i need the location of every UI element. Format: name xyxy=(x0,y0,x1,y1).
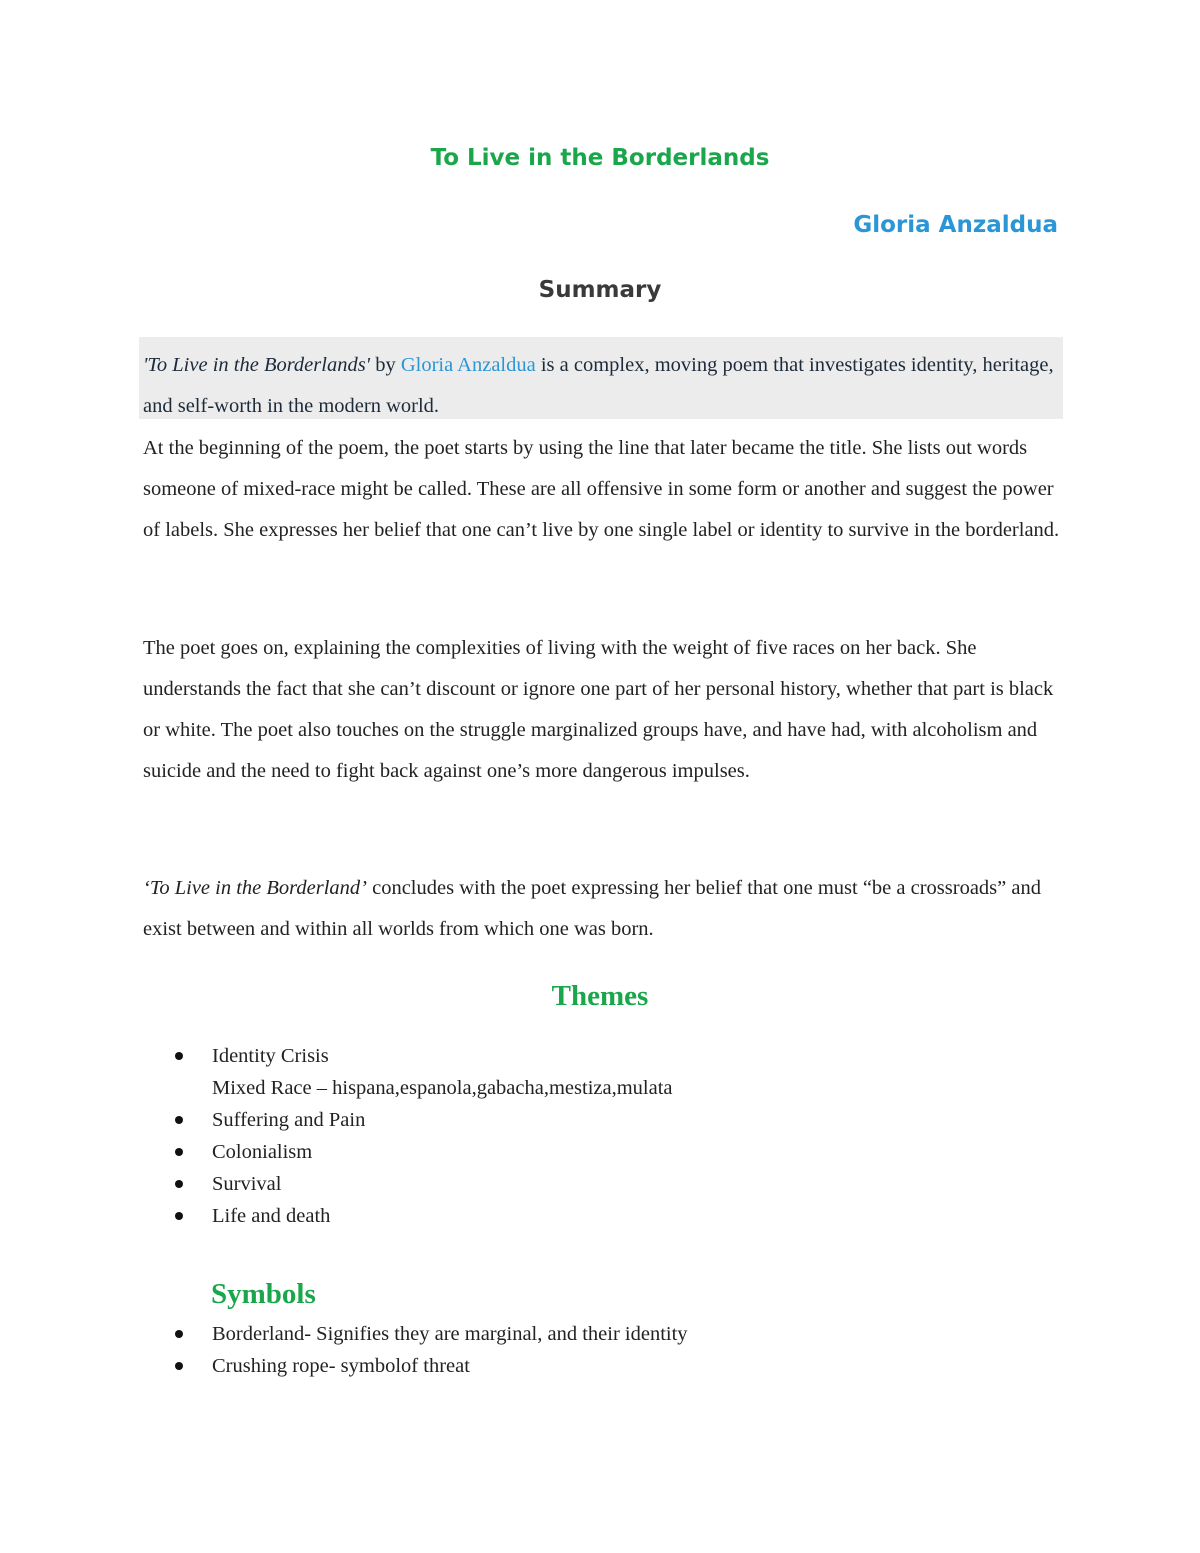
symbols-heading: Symbols xyxy=(211,1278,316,1310)
summary-paragraph-2: The poet goes on, explaining the complexities of living with the weight of five races on her back. She understands the fact that she can’t discount or ignore one part of her personal history, whether that part is black or white. The poet also touches on the struggle marginalized groups have, and have had, with alcoholism and suicide and the need to fight back against one’s more dangerous impulses. xyxy=(143,637,1054,782)
summary-paragraph-1: At the beginning of the poem, the poet starts by using the line that later became the title. She lists out words someone of mixed-race might be called. These are all offensive in some form or another and suggest the power of labels. She expresses her belief that one can’t live by one single label or identity to survive in the borderland. xyxy=(143,437,1060,541)
list-item xyxy=(175,1168,673,1200)
author-name: Gloria Anzaldua xyxy=(853,212,1058,238)
theme-sub-label: Mixed Race – hispana,espanola,gabacha,mestiza,mulata xyxy=(212,1077,673,1099)
themes-heading: Themes xyxy=(551,980,649,1012)
bullet-icon xyxy=(175,1052,183,1060)
theme-label: Colonialism xyxy=(212,1141,313,1163)
intro-poem-title: 'To Live in the Borderlands' xyxy=(143,354,371,376)
symbol-label: Borderland- Signifies they are marginal, and their identity xyxy=(212,1323,688,1345)
list-item xyxy=(175,1200,673,1232)
bullet-icon xyxy=(175,1330,183,1338)
theme-label: Survival xyxy=(212,1173,282,1195)
summary-heading: Summary xyxy=(538,277,662,303)
bullet-icon xyxy=(175,1212,183,1220)
document-title: To Live in the Borderlands xyxy=(430,145,770,171)
list-item xyxy=(175,1350,688,1382)
theme-label: Suffering and Pain xyxy=(212,1109,366,1131)
intro-rest: is a complex, moving poem that investigates identity, heritage, and self-worth in the modern world. xyxy=(143,354,1054,417)
bullet-icon xyxy=(175,1116,183,1124)
conclusion-paragraph xyxy=(143,868,1063,950)
list-item xyxy=(175,1104,673,1136)
theme-label: Life and death xyxy=(212,1205,331,1227)
bullet-icon xyxy=(175,1362,183,1370)
bullet-icon xyxy=(175,1148,183,1156)
intro-paragraph xyxy=(143,345,1063,427)
theme-label: Identity Crisis xyxy=(212,1045,329,1067)
list-item xyxy=(175,1040,673,1104)
author-link[interactable]: Gloria Anzaldua xyxy=(400,354,536,376)
conclusion-poem-title: ‘To Live in the Borderland’ xyxy=(143,877,367,899)
bullet-icon xyxy=(175,1180,183,1188)
symbol-label: Crushing rope- symbolof threat xyxy=(212,1355,470,1377)
symbols-list xyxy=(175,1318,688,1382)
intro-by: by xyxy=(370,354,401,376)
list-item xyxy=(175,1318,688,1350)
list-item xyxy=(175,1136,673,1168)
themes-list xyxy=(175,1040,673,1232)
conclusion-rest: concludes with the poet expressing her belief that one must “be a crossroads” and exist between and within all worlds from which one was born. xyxy=(143,877,1041,940)
